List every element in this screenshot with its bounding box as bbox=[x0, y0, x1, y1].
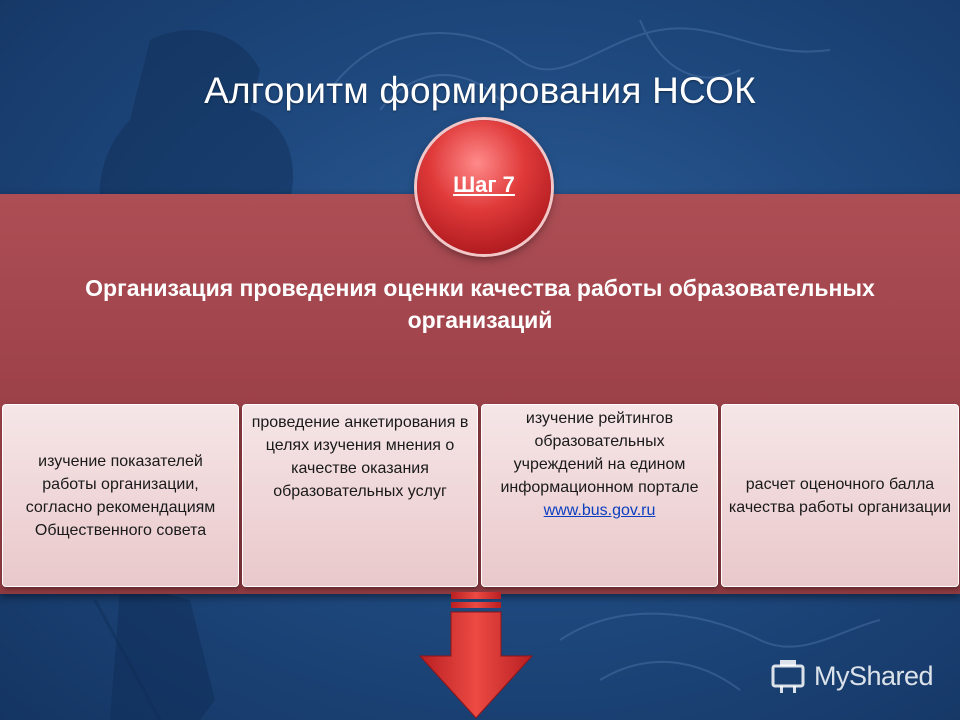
bus-gov-link[interactable]: www.bus.gov.ru bbox=[543, 502, 656, 519]
down-arrow-icon bbox=[418, 590, 534, 720]
step-heading: Организация проведения оценки качества работы образовательных организаций bbox=[85, 275, 875, 333]
card-text: изучение показателей работы организации, согласно рекомендациям Общественного совета bbox=[25, 452, 216, 539]
myshared-logo-icon bbox=[770, 657, 808, 695]
step-label: Шаг 7 bbox=[453, 172, 515, 197]
card-ratings bbox=[481, 404, 718, 587]
card-text: изучение рейтингов образовательных учреждений на едином информационном портале bbox=[500, 410, 699, 496]
card-text: расчет оценочного балла качества работы организации bbox=[728, 475, 952, 516]
myshared-watermark bbox=[770, 652, 950, 700]
card-text: проведение анкетирования в целях изучения мнения о качестве оказания образовательных услуг bbox=[251, 414, 469, 500]
watermark-text: MyShared bbox=[814, 660, 934, 691]
slide-title: Алгоритм формирования НСОК bbox=[204, 70, 756, 111]
card-indicators bbox=[2, 404, 239, 587]
card-score bbox=[721, 404, 959, 587]
step-badge bbox=[417, 120, 551, 254]
card-survey bbox=[242, 404, 478, 587]
